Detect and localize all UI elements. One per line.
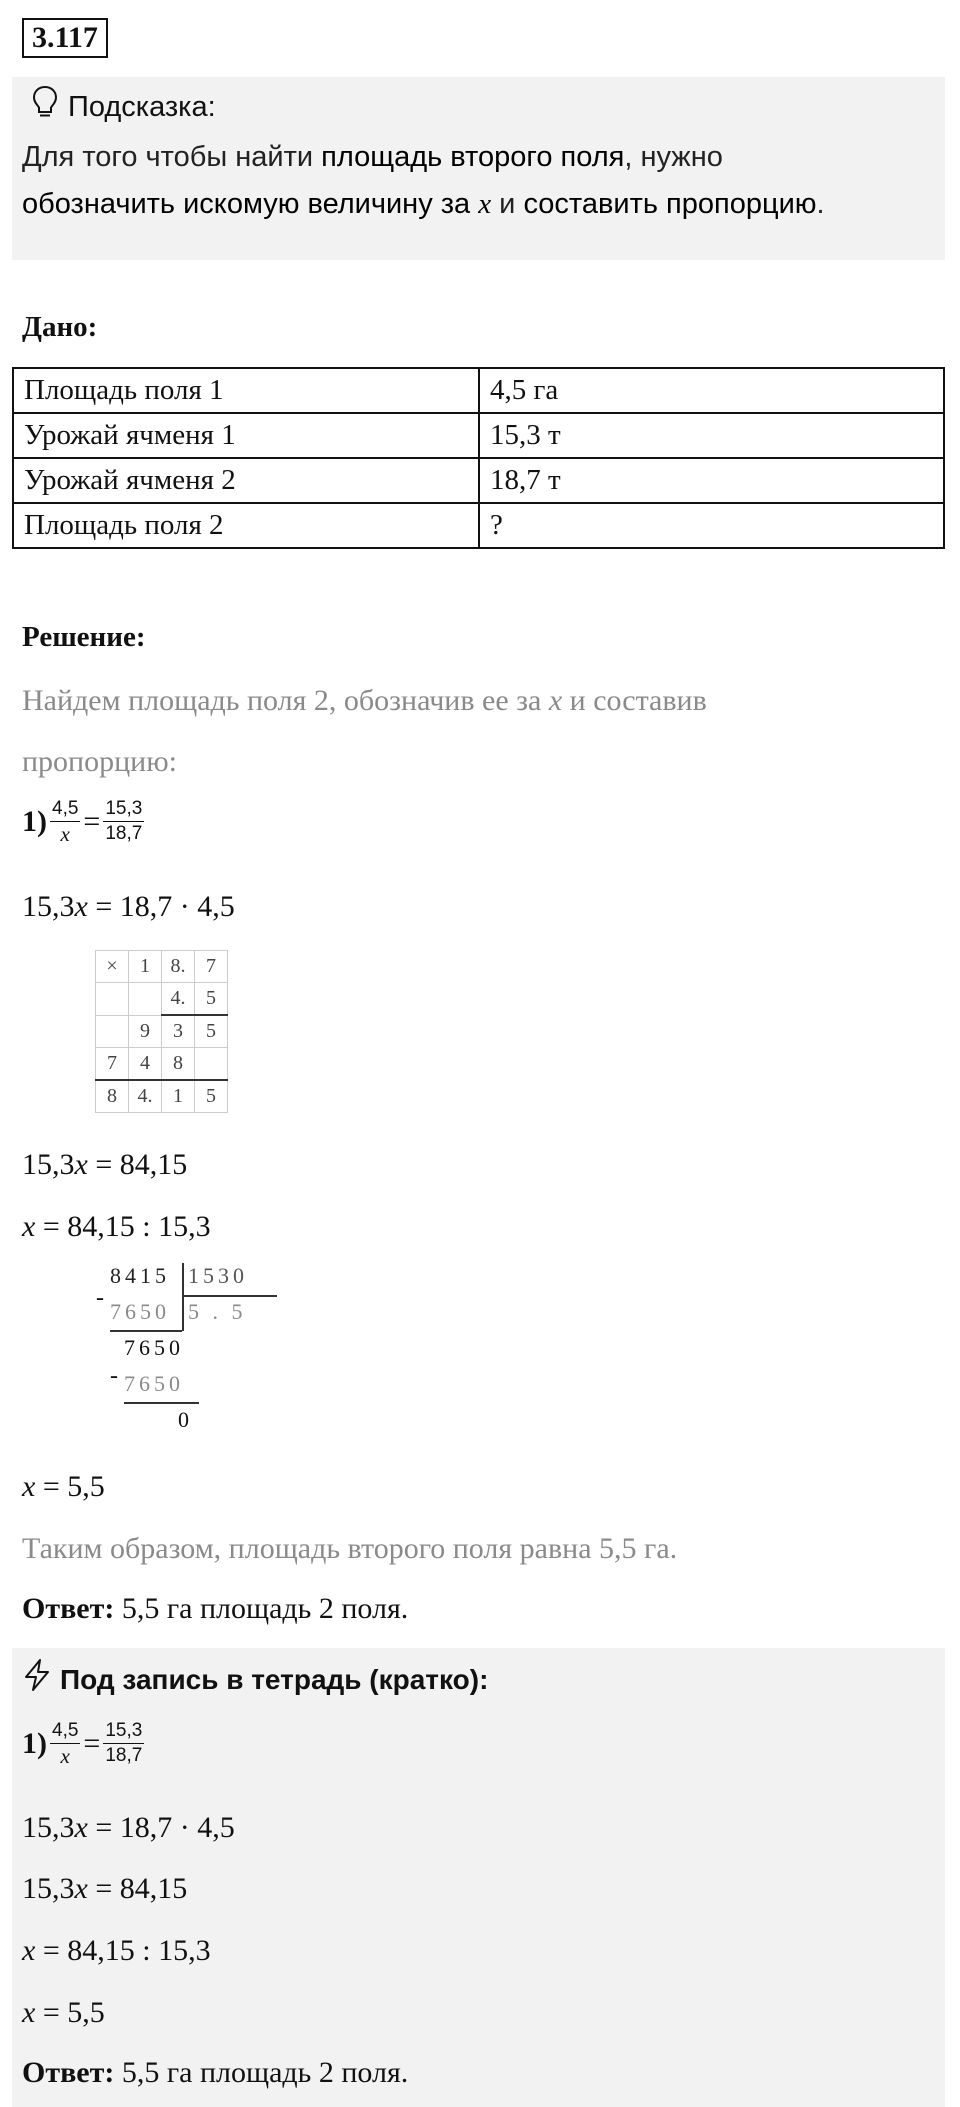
grid-cell: 3: [162, 1015, 195, 1048]
eq-variable: x: [74, 1148, 88, 1181]
fraction-numerator: 4,5: [50, 798, 80, 822]
step-number: 1): [22, 804, 47, 838]
given-table: [12, 367, 945, 549]
hint-emphasis: площадь второго поля: [321, 141, 625, 173]
table-cell: 18,7 т: [479, 458, 944, 503]
eq-variable: x: [74, 1811, 88, 1844]
equation-1: [22, 888, 235, 926]
equation-3: [22, 1208, 211, 1246]
grid-cell: 4.: [162, 983, 195, 1016]
grid-row: [96, 983, 228, 1016]
hint-text-part: , нужно: [624, 141, 723, 173]
eq-term: 15,3: [22, 1148, 75, 1181]
answer-label: Ответ:: [22, 1592, 115, 1625]
proportion-step: [22, 798, 147, 845]
eq-variable: x: [22, 1996, 36, 2029]
minus-sign: -: [110, 1363, 118, 1389]
grid-cell: 8: [96, 1080, 129, 1113]
grid-cell: 5: [195, 1080, 228, 1113]
fraction-denominator: 18,7: [105, 823, 143, 844]
subtraction-line: [124, 1402, 199, 1404]
fraction-left: [50, 1720, 80, 1767]
eq-term: = 18,7 · 4,5: [87, 1811, 235, 1844]
eq-term: = 84,15: [87, 1872, 188, 1905]
eq-term: 15,3: [22, 1872, 75, 1905]
grid-row: [96, 1080, 228, 1113]
grid-cell: 8: [162, 1048, 195, 1081]
given-label: Дано:: [22, 311, 98, 343]
short-equation-1: [22, 1809, 235, 1847]
eq-term: = 84,15: [87, 1148, 188, 1181]
eq-term: = 84,15 : 15,3: [35, 1210, 211, 1243]
answer-text: 5,5 га площадь 2 поля.: [114, 2056, 409, 2089]
grid-cell: 8.: [162, 951, 195, 983]
table-row: [13, 413, 944, 458]
grid-cell: 7: [195, 951, 228, 983]
fraction-numerator: 15,3: [103, 1720, 144, 1744]
table-cell: 4,5 га: [479, 368, 944, 413]
hint-title: Подсказка:: [68, 90, 216, 123]
eq-variable: x: [22, 1934, 36, 1967]
step-number: 1): [22, 1726, 47, 1760]
equals-sign: =: [83, 804, 101, 838]
table-cell: ?: [479, 503, 944, 548]
table-cell: Площадь поля 1: [13, 368, 479, 413]
division-bar: [182, 1263, 184, 1331]
grid-cell: 1: [162, 1080, 195, 1113]
table-cell: Урожай ячменя 1: [13, 413, 479, 458]
intro-text: Найдем площадь поля 2, обозначив ее за: [22, 684, 549, 717]
grid-cell: [195, 1048, 228, 1081]
table-row: [13, 368, 944, 413]
fraction-right: [103, 1720, 144, 1767]
multiplication-grid: [95, 950, 228, 1113]
short-answer: [22, 2054, 408, 2092]
long-division: [96, 1263, 300, 1448]
grid-cell: [96, 983, 129, 1016]
grid-cell: 9: [129, 1015, 162, 1048]
intro-text: и составив: [562, 684, 707, 717]
grid-row: [96, 951, 228, 983]
fraction-denominator: x: [60, 1744, 70, 1768]
remainder-final: 0: [178, 1407, 193, 1432]
intro-variable: x: [548, 684, 563, 717]
quotient-line: [182, 1295, 277, 1297]
hint-panel: [12, 77, 945, 260]
eq-term: 15,3: [22, 890, 75, 923]
grid-row: [96, 1048, 228, 1081]
table-cell: 15,3 т: [479, 413, 944, 458]
subtrahend-1: 7650: [110, 1299, 170, 1324]
grid-cell: 1: [129, 951, 162, 983]
eq-variable: x: [22, 1210, 36, 1243]
lightning-icon: [22, 1658, 52, 1701]
grid-cell: 5: [195, 1015, 228, 1048]
quotient: 5 . 5: [188, 1299, 247, 1324]
subtraction-line: [110, 1330, 182, 1332]
short-equation-2: [22, 1870, 187, 1908]
short-title: Под запись в тетрадь (кратко):: [60, 1663, 489, 1695]
divisor: 1530: [188, 1263, 248, 1288]
table-cell: Урожай ячменя 2: [13, 458, 479, 503]
grid-cell: 5: [195, 983, 228, 1016]
solution-intro-line-1: [22, 682, 707, 720]
short-header: [22, 1658, 488, 1701]
grid-cell: 7: [96, 1048, 129, 1081]
eq-variable: x: [22, 1470, 36, 1503]
hint-text-part: Для того чтобы найти: [22, 141, 322, 173]
equation-2: [22, 1146, 187, 1184]
hint-emphasis: составить пропорцию: [523, 188, 817, 220]
grid-cell: 4.: [129, 1080, 162, 1113]
hint-text: [22, 134, 922, 228]
fraction-denominator: 18,7: [105, 1745, 143, 1766]
answer-label: Ответ:: [22, 2056, 115, 2089]
fraction-numerator: 4,5: [50, 1720, 80, 1744]
grid-cell: [129, 983, 162, 1016]
remainder-1: 7650: [124, 1335, 184, 1360]
short-proportion-step: [22, 1720, 147, 1767]
short-solution-panel: [12, 1648, 945, 2107]
hint-emphasis: обозначить искомую величину за: [22, 188, 479, 220]
subtrahend-2: 7650: [124, 1371, 184, 1396]
hint-header: [32, 85, 216, 128]
fraction-right: [103, 798, 144, 845]
fraction-left: [50, 798, 80, 845]
grid-cell: 4: [129, 1048, 162, 1081]
solution-intro-line-2: пропорцию:: [22, 745, 177, 778]
grid-cell: [96, 1015, 129, 1048]
eq-term: = 18,7 · 4,5: [87, 890, 235, 923]
eq-term: = 84,15 : 15,3: [35, 1934, 211, 1967]
lightbulb-icon: [32, 85, 58, 128]
eq-term: = 5,5: [35, 1470, 105, 1503]
conclusion: Таким образом, площадь второго поля равна 5,5 га.: [22, 1532, 678, 1565]
table-row: [13, 503, 944, 548]
equation-4: [22, 1468, 105, 1506]
grid-row: [96, 1015, 228, 1048]
minus-sign: -: [96, 1285, 104, 1311]
hint-text-part: .: [816, 188, 825, 220]
table-cell: Площадь поля 2: [13, 503, 479, 548]
grid-cell: ×: [96, 951, 129, 983]
eq-term: = 5,5: [35, 1996, 105, 2029]
eq-variable: x: [74, 1872, 88, 1905]
eq-term: 15,3: [22, 1811, 75, 1844]
task-number: 3.117: [22, 18, 108, 58]
table-row: [13, 458, 944, 503]
equals-sign: =: [83, 1726, 101, 1760]
answer-text: 5,5 га площадь 2 поля.: [114, 1592, 409, 1625]
hint-variable: x: [478, 188, 492, 220]
short-equation-3: [22, 1932, 211, 1970]
answer: [22, 1590, 408, 1628]
hint-text-part: и: [491, 188, 524, 220]
short-equation-4: [22, 1994, 105, 2032]
eq-variable: x: [74, 890, 88, 923]
solution-label: Решение:: [22, 621, 146, 653]
dividend: 8415: [110, 1263, 170, 1288]
fraction-numerator: 15,3: [103, 798, 144, 822]
fraction-denominator: x: [60, 822, 70, 846]
